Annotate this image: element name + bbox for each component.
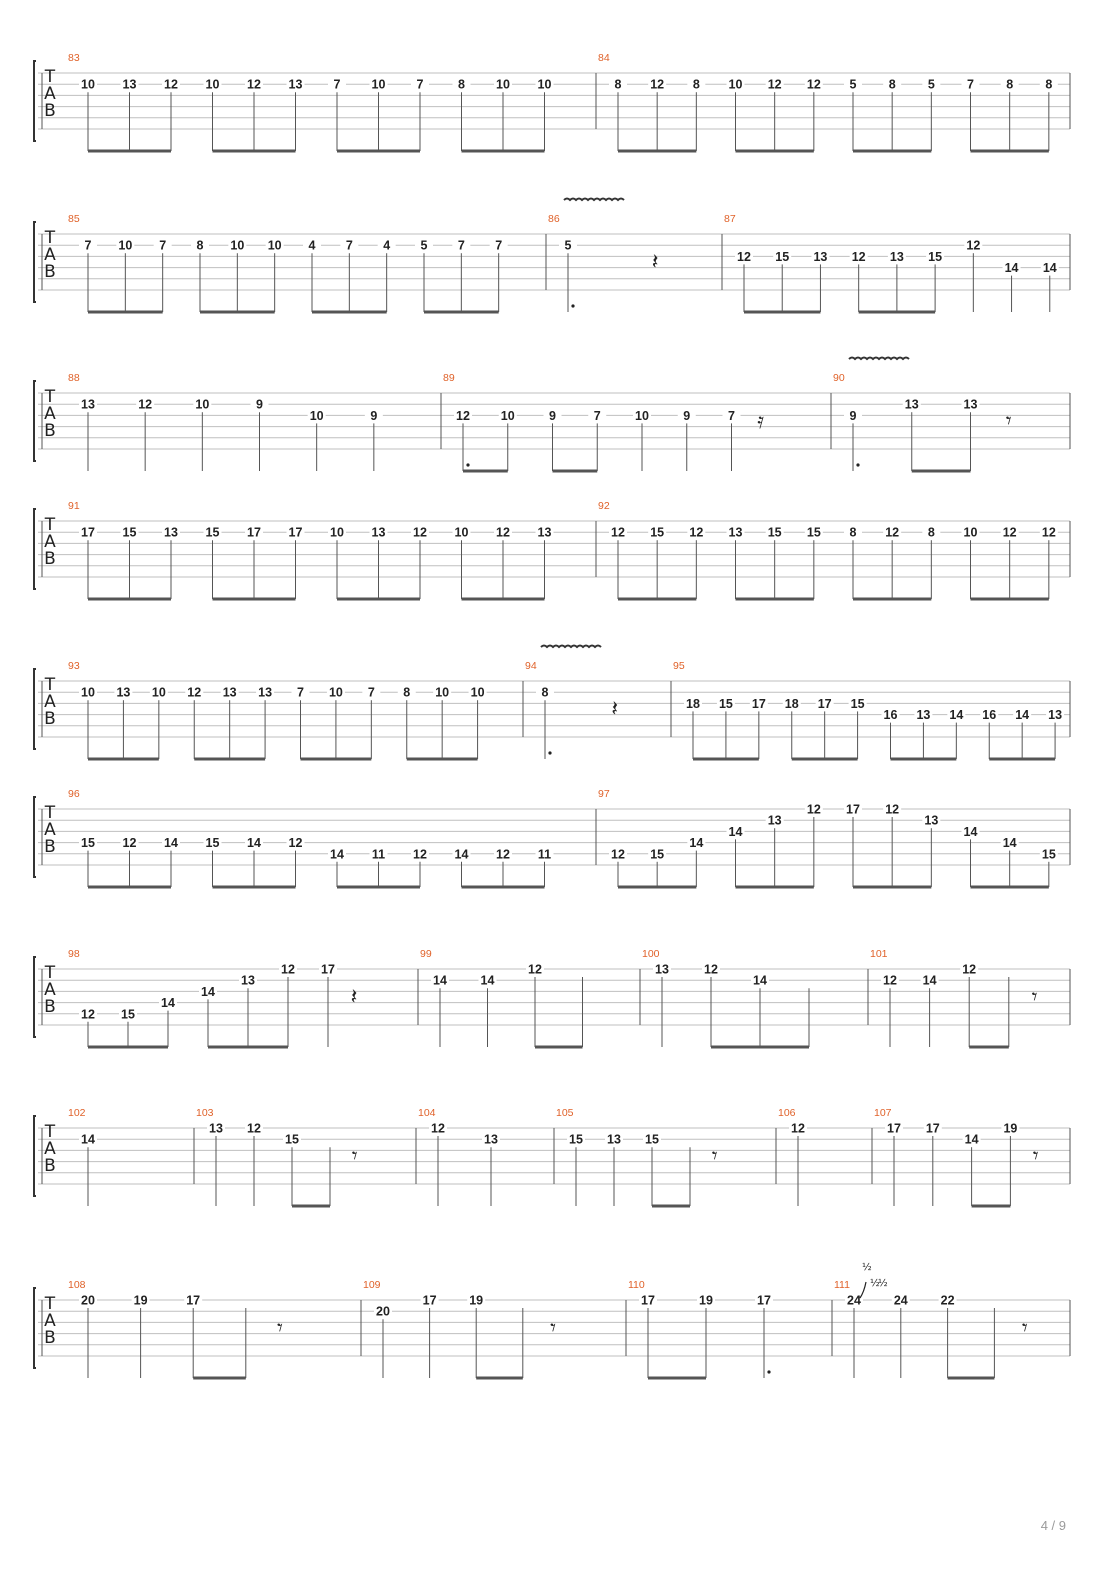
- fret-number: 10: [496, 77, 510, 92]
- fret-number: 9: [549, 408, 556, 423]
- bend-label: ½: [878, 1278, 888, 1289]
- duration-dot: [548, 751, 551, 754]
- rest-symbol: 𝄾: [1005, 409, 1012, 435]
- fret-number: 7: [159, 238, 167, 253]
- rest-symbol: 𝄿: [757, 409, 764, 435]
- fret-number: 15: [205, 525, 220, 540]
- fret-number: 12: [611, 847, 625, 862]
- fret-number: 15: [775, 249, 790, 264]
- fret-number: 13: [537, 525, 552, 540]
- tab-clef-letter: B: [44, 709, 56, 729]
- measure-number: 85: [68, 213, 80, 225]
- fret-number: 10: [537, 77, 552, 92]
- fret-number: 10: [81, 685, 95, 700]
- tab-clef-letter: T: [44, 675, 56, 695]
- fret-number: 17: [641, 1293, 655, 1308]
- fret-number: 10: [328, 685, 343, 700]
- fret-number: 13: [484, 1132, 498, 1147]
- fret-number: 12: [737, 249, 751, 264]
- fret-number: 10: [454, 525, 469, 540]
- fret-number: 15: [569, 1132, 583, 1147]
- tab-clef-letter: B: [44, 421, 56, 441]
- duration-dot: [856, 463, 859, 466]
- fret-number: 10: [371, 77, 386, 92]
- fret-number: 8: [849, 525, 857, 540]
- system-bracket: [34, 957, 36, 1037]
- fret-number: 14: [1042, 261, 1057, 276]
- measure-number: 100: [642, 948, 660, 960]
- fret-number: 14: [964, 1132, 979, 1147]
- fret-number: 14: [81, 1132, 95, 1147]
- fret-number: 12: [138, 397, 153, 412]
- tab-system: [34, 199, 1070, 313]
- fret-number: 4: [308, 238, 316, 253]
- system-bracket: [34, 1116, 36, 1196]
- fret-number: 10: [151, 685, 166, 700]
- vibrato-mark: [849, 358, 909, 360]
- fret-number: 20: [81, 1293, 95, 1308]
- tab-clef-letter: A: [44, 404, 56, 424]
- bend-label: ½: [862, 1262, 872, 1273]
- fret-number: 20: [376, 1304, 390, 1319]
- duration-dot: [571, 304, 574, 307]
- fret-number: 10: [309, 408, 324, 423]
- rest-symbol: 𝄾: [711, 1144, 718, 1170]
- tab-clef-letter: T: [44, 387, 56, 407]
- fret-number: 10: [81, 77, 95, 92]
- fret-number: 12: [883, 973, 897, 988]
- tab-clef-letter: B: [44, 101, 56, 121]
- tab-system: [34, 52, 1070, 151]
- measure-number: 103: [196, 1107, 214, 1119]
- measure-number: 92: [598, 500, 610, 512]
- measure-number: 94: [525, 660, 537, 672]
- fret-number: 13: [916, 708, 931, 723]
- fret-number: 13: [889, 249, 904, 264]
- fret-number: 12: [247, 77, 261, 92]
- fret-number: 7: [728, 408, 735, 423]
- fret-number: 22: [940, 1293, 955, 1308]
- fret-number: 8: [1045, 77, 1053, 92]
- fret-number: 14: [949, 708, 964, 723]
- fret-number: 12: [496, 847, 510, 862]
- rest-symbol: 𝄾: [550, 1316, 557, 1342]
- fret-number: 8: [403, 685, 411, 700]
- tab-system: [34, 358, 1070, 472]
- tab-system: [34, 500, 1070, 599]
- tab-clef-letter: A: [44, 245, 56, 265]
- fret-number: 13: [241, 973, 255, 988]
- tab-clef-letter: B: [44, 262, 56, 282]
- fret-number: 13: [222, 685, 237, 700]
- measure-number: 107: [874, 1107, 892, 1119]
- rest-symbol: 𝄽: [611, 697, 619, 723]
- system-bracket: [34, 797, 36, 877]
- rest-symbol: 𝄽: [651, 250, 659, 276]
- fret-number: 13: [258, 685, 273, 700]
- fret-number: 13: [767, 813, 782, 828]
- tab-clef-letter: A: [44, 692, 56, 712]
- fret-number: 8: [692, 77, 700, 92]
- measure-number: 105: [556, 1107, 574, 1119]
- fret-number: 15: [121, 1007, 135, 1022]
- fret-number: 10: [635, 408, 649, 423]
- fret-number: 14: [1002, 836, 1017, 851]
- fret-number: 10: [330, 525, 344, 540]
- tab-clef-letter: A: [44, 532, 56, 552]
- bend-label: ½: [870, 1278, 880, 1289]
- fret-number: 13: [607, 1132, 621, 1147]
- fret-number: 7: [84, 238, 92, 253]
- fret-number: 10: [267, 238, 282, 253]
- fret-number: 12: [496, 525, 510, 540]
- measure-number: 93: [68, 660, 80, 672]
- fret-number: 8: [196, 238, 204, 253]
- fret-number: 12: [1041, 525, 1056, 540]
- tab-clef-letter: A: [44, 84, 56, 104]
- fret-number: 13: [963, 397, 978, 412]
- fret-number: 17: [817, 696, 832, 711]
- system-bracket: [34, 381, 36, 461]
- tab-clef-letter: T: [44, 515, 56, 535]
- tab-clef-letter: B: [44, 1156, 56, 1176]
- fret-number: 12: [528, 962, 542, 977]
- fret-number: 14: [922, 973, 937, 988]
- fret-number: 16: [883, 708, 898, 723]
- fret-number: 15: [1041, 847, 1056, 862]
- fret-number: 14: [164, 836, 178, 851]
- fret-number: 10: [195, 397, 210, 412]
- fret-number: 10: [230, 238, 245, 253]
- fret-number: 12: [413, 847, 427, 862]
- fret-number: 17: [186, 1293, 201, 1308]
- fret-number: 10: [500, 408, 515, 423]
- measure-number: 88: [68, 372, 80, 384]
- fret-number: 12: [806, 802, 821, 817]
- measure-number: 99: [420, 948, 432, 960]
- fret-number: 12: [413, 525, 427, 540]
- fret-number: 5: [849, 77, 857, 92]
- fret-number: 17: [422, 1293, 437, 1308]
- fret-number: 24: [893, 1293, 908, 1308]
- fret-number: 10: [435, 685, 450, 700]
- fret-number: 10: [963, 525, 978, 540]
- fret-number: 12: [885, 802, 900, 817]
- fret-number: 12: [885, 525, 900, 540]
- fret-number: 12: [247, 1121, 261, 1136]
- fret-number: 13: [813, 249, 828, 264]
- fret-number: 17: [247, 525, 261, 540]
- tab-clef-letter: A: [44, 1139, 56, 1159]
- fret-number: 14: [689, 836, 704, 851]
- fret-number: 12: [164, 77, 178, 92]
- fret-number: 17: [846, 802, 860, 817]
- fret-number: 14: [201, 984, 215, 999]
- fret-number: 16: [982, 708, 997, 723]
- fret-number: 17: [81, 525, 95, 540]
- fret-number: 15: [806, 525, 821, 540]
- rest-symbol: 𝄾: [1031, 985, 1038, 1011]
- fret-number: 8: [458, 77, 465, 92]
- tab-system: [34, 788, 1070, 887]
- fret-number: 17: [887, 1121, 901, 1136]
- fret-number: 15: [122, 525, 137, 540]
- fret-number: 17: [288, 525, 303, 540]
- fret-number: 7: [345, 238, 353, 253]
- fret-number: 17: [925, 1121, 940, 1136]
- measure-number: 102: [68, 1107, 86, 1119]
- fret-number: 12: [288, 836, 303, 851]
- fret-number: 7: [367, 685, 375, 700]
- fret-number: 18: [686, 696, 700, 711]
- fret-number: 13: [655, 962, 669, 977]
- fret-number: 12: [650, 77, 665, 92]
- fret-number: 13: [116, 685, 131, 700]
- fret-number: 12: [806, 77, 821, 92]
- fret-number: 13: [288, 77, 303, 92]
- fret-number: 12: [851, 249, 866, 264]
- fret-number: 7: [333, 77, 341, 92]
- fret-number: 10: [118, 238, 133, 253]
- fret-number: 15: [650, 525, 665, 540]
- fret-number: 13: [1048, 708, 1063, 723]
- fret-number: 15: [767, 525, 782, 540]
- fret-number: 12: [611, 525, 625, 540]
- fret-number: 13: [728, 525, 743, 540]
- fret-number: 8: [888, 77, 896, 92]
- fret-number: 12: [281, 962, 295, 977]
- tab-clef-letter: T: [44, 803, 56, 823]
- tab-clef-letter: T: [44, 228, 56, 248]
- fret-number: 5: [564, 238, 572, 253]
- fret-number: 12: [704, 962, 718, 977]
- measure-number: 101: [870, 948, 888, 960]
- tab-clef-letter: T: [44, 1122, 56, 1142]
- tab-clef-letter: A: [44, 980, 56, 1000]
- rest-symbol: 𝄾: [351, 1144, 358, 1170]
- tab-clef-letter: B: [44, 997, 56, 1017]
- fret-number: 7: [967, 77, 974, 92]
- fret-number: 14: [247, 836, 261, 851]
- tab-clef-letter: B: [44, 1328, 56, 1348]
- duration-dot: [767, 1370, 770, 1373]
- fret-number: 10: [205, 77, 220, 92]
- measure-number: 104: [418, 1107, 436, 1119]
- system-bracket: [34, 222, 36, 302]
- fret-number: 17: [751, 696, 766, 711]
- fret-number: 7: [416, 77, 424, 92]
- fret-number: 11: [371, 847, 386, 862]
- fret-number: 7: [297, 685, 304, 700]
- fret-number: 7: [495, 238, 503, 253]
- measure-number: 83: [68, 52, 80, 64]
- fret-number: 15: [718, 696, 733, 711]
- fret-number: 15: [650, 847, 665, 862]
- measure-number: 95: [673, 660, 685, 672]
- fret-number: 19: [469, 1293, 484, 1308]
- measure-number: 87: [724, 213, 736, 225]
- system-bracket: [34, 1288, 36, 1368]
- measure-number: 108: [68, 1279, 86, 1291]
- fret-number: 18: [784, 696, 799, 711]
- system-bracket: [34, 509, 36, 589]
- fret-number: 14: [1015, 708, 1030, 723]
- tab-clef-letter: A: [44, 1311, 56, 1331]
- system-bracket: [34, 61, 36, 141]
- fret-number: 15: [285, 1132, 299, 1147]
- fret-number: 12: [456, 408, 470, 423]
- measure-number: 106: [778, 1107, 796, 1119]
- fret-number: 17: [321, 962, 335, 977]
- fret-number: 13: [164, 525, 178, 540]
- fret-number: 19: [133, 1293, 148, 1308]
- tab-system: [34, 646, 1070, 760]
- measure-number: 98: [68, 948, 80, 960]
- tab-clef-letter: T: [44, 963, 56, 983]
- rest-symbol: 𝄾: [277, 1316, 283, 1342]
- fret-number: 12: [431, 1121, 445, 1136]
- fret-number: 12: [962, 962, 977, 977]
- fret-number: 9: [256, 397, 263, 412]
- fret-number: 14: [480, 973, 495, 988]
- fret-number: 14: [161, 996, 175, 1011]
- measure-number: 86: [548, 213, 560, 225]
- tab-system: [34, 1261, 1070, 1378]
- vibrato-mark: [541, 646, 601, 648]
- fret-number: 14: [963, 824, 978, 839]
- fret-number: 10: [470, 685, 485, 700]
- fret-number: 15: [81, 836, 95, 851]
- rest-symbol: 𝄾: [1032, 1144, 1039, 1170]
- fret-number: 19: [699, 1293, 713, 1308]
- measure-number: 90: [833, 372, 845, 384]
- fret-number: 12: [767, 77, 782, 92]
- fret-number: 19: [1003, 1121, 1018, 1136]
- fret-number: 12: [791, 1121, 805, 1136]
- measure-number: 84: [598, 52, 610, 64]
- fret-number: 8: [1006, 77, 1014, 92]
- fret-number: 7: [457, 238, 465, 253]
- fret-number: 15: [645, 1132, 659, 1147]
- fret-number: 13: [122, 77, 137, 92]
- fret-number: 12: [187, 685, 202, 700]
- rest-symbol: 𝄽: [350, 985, 358, 1011]
- rest-symbol: 𝄾: [1021, 1316, 1028, 1342]
- fret-number: 13: [81, 397, 95, 412]
- fret-number: 17: [757, 1293, 771, 1308]
- tab-clef-letter: A: [44, 820, 56, 840]
- fret-number: 13: [209, 1121, 223, 1136]
- tab-clef-letter: B: [44, 549, 56, 569]
- measure-number: 91: [68, 500, 80, 512]
- fret-number: 14: [1004, 261, 1019, 276]
- fret-number: 8: [927, 525, 935, 540]
- fret-number: 15: [928, 249, 943, 264]
- tab-clef-letter: T: [44, 1294, 56, 1314]
- fret-number: 12: [122, 836, 137, 851]
- measure-number: 109: [363, 1279, 381, 1291]
- fret-number: 12: [1002, 525, 1017, 540]
- fret-number: 4: [383, 238, 391, 253]
- fret-number: 14: [330, 847, 344, 862]
- fret-number: 9: [683, 408, 691, 423]
- vibrato-mark: [564, 199, 624, 201]
- fret-number: 8: [541, 685, 549, 700]
- fret-number: 14: [728, 824, 743, 839]
- fret-number: 13: [924, 813, 939, 828]
- fret-number: 15: [205, 836, 220, 851]
- measure-number: 96: [68, 788, 80, 800]
- fret-number: 13: [904, 397, 919, 412]
- fret-number: 14: [433, 973, 447, 988]
- fret-number: 12: [81, 1007, 95, 1022]
- duration-dot: [466, 463, 469, 466]
- measure-number: 110: [628, 1279, 645, 1291]
- fret-number: 12: [689, 525, 704, 540]
- fret-number: 14: [454, 847, 469, 862]
- measure-number: 111: [834, 1279, 850, 1291]
- fret-number: 8: [614, 77, 622, 92]
- page-number: 4 / 9: [1040, 1518, 1066, 1533]
- tab-system: [34, 948, 1070, 1047]
- fret-number: 10: [728, 77, 743, 92]
- tab-system: [34, 1107, 1070, 1206]
- fret-number: 7: [593, 408, 601, 423]
- fret-number: 9: [370, 408, 378, 423]
- fret-number: 11: [537, 847, 552, 862]
- fret-number: 9: [849, 408, 857, 423]
- fret-number: 13: [371, 525, 386, 540]
- fret-number: 12: [966, 238, 981, 253]
- system-bracket: [34, 669, 36, 749]
- measure-number: 89: [443, 372, 455, 384]
- fret-number: 5: [927, 77, 935, 92]
- tab-clef-letter: T: [44, 67, 56, 87]
- fret-number: 5: [420, 238, 428, 253]
- fret-number: 15: [850, 696, 865, 711]
- measure-number: 97: [598, 788, 610, 800]
- fret-number: 24: [847, 1293, 861, 1308]
- tab-clef-letter: B: [44, 837, 56, 857]
- fret-number: 14: [753, 973, 767, 988]
